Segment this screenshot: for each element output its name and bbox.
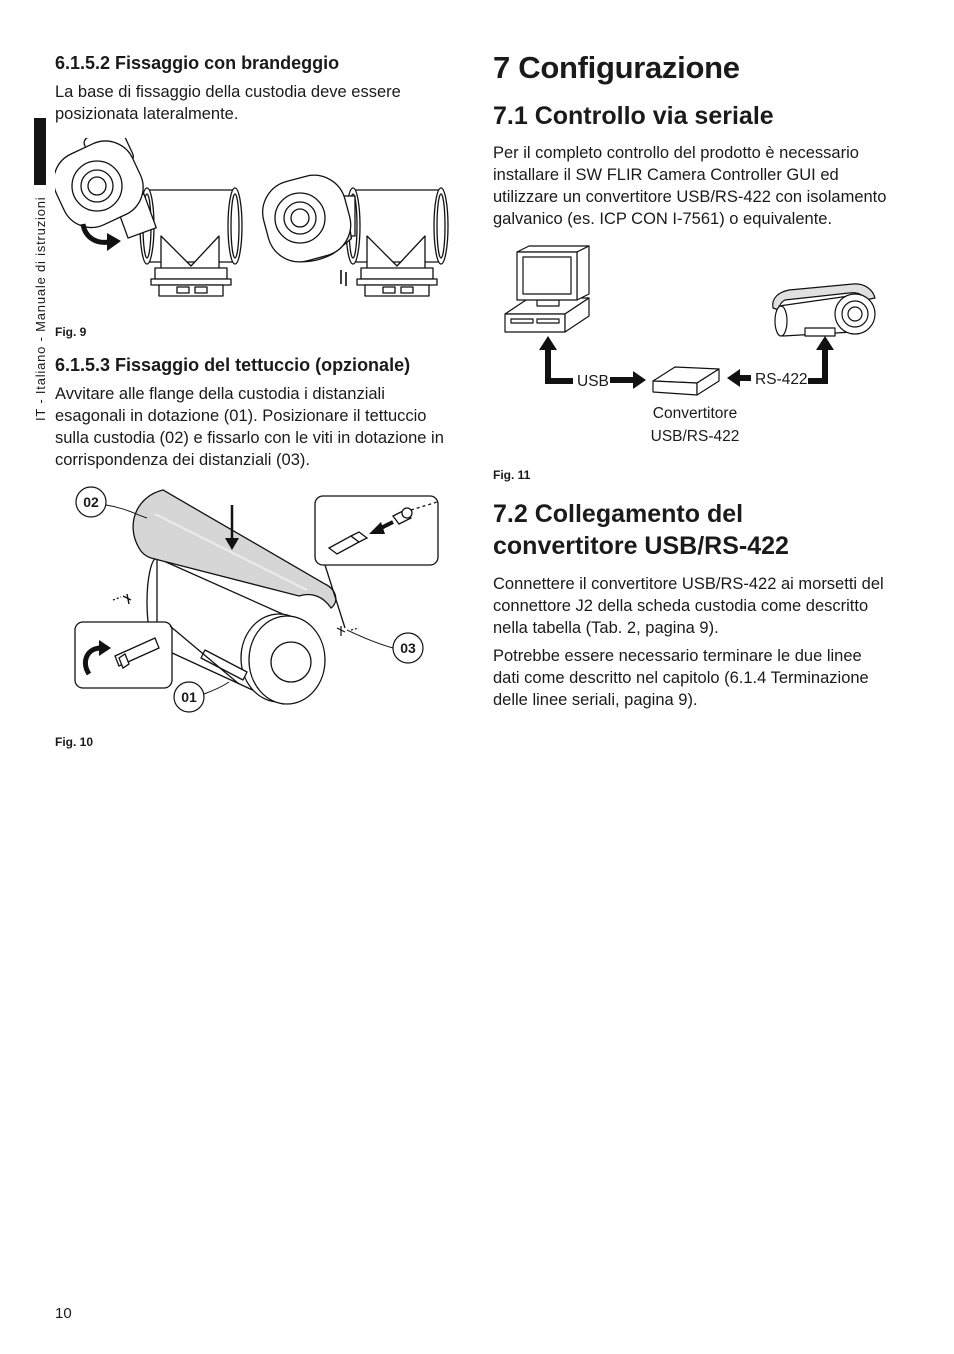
sidebar-language-label: IT - Italiano - Manuale di istruzioni	[33, 196, 48, 421]
text-line: galvanico (es. ICP CON I-7561) o equivalente.	[493, 210, 833, 228]
section-heading-6152: 6.1.5.2 Fissaggio con brandeggio	[55, 53, 340, 73]
section-text-71	[493, 142, 886, 230]
text-line: posizionata lateralmente.	[55, 105, 239, 123]
arrow-usb-right	[610, 371, 646, 389]
figure-caption-10: Fig. 10	[55, 735, 94, 749]
heading-line: 7.2 Collegamento del	[493, 500, 744, 528]
text-line: Potrebbe essere necessario terminare le due linee	[493, 647, 862, 665]
arrow-rs422-left	[727, 369, 751, 387]
sidebar-marker-bar	[34, 118, 46, 185]
section-heading-71: 7.1 Controllo via seriale	[493, 102, 774, 130]
computer-illustration	[505, 246, 589, 332]
figure-caption-11: Fig. 11	[493, 468, 531, 482]
section-text-72-paragraph-1	[493, 573, 884, 639]
text-line: La base di fissaggio della custodia deve essere	[55, 83, 401, 101]
camera-housing-illustration	[773, 284, 875, 336]
label-usb: USB	[577, 373, 609, 390]
text-line: Connettere il convertitore USB/RS-422 ai morsetti del	[493, 575, 884, 593]
converter-label-line-1: Convertitore	[652, 405, 738, 422]
fig-11-diagram	[493, 240, 900, 452]
page-number: 10	[55, 1305, 72, 1322]
arrow-usb-up	[539, 336, 573, 384]
text-line: dati come descritto nel capitolo (6.1.4 Terminazione	[493, 669, 869, 687]
figure-caption-9: Fig. 9	[55, 325, 87, 339]
fig-9-illustration	[55, 138, 455, 303]
chapter-title: 7 Configurazione	[493, 50, 740, 85]
text-line: connettore J2 della scheda custodia come descritto	[493, 597, 869, 615]
arrow-rs422-up	[808, 336, 834, 384]
label-rs422: RS-422	[755, 371, 808, 388]
pan-tilt-unit-right	[346, 188, 448, 296]
text-line: Per il completo controllo del prodotto è necessario	[493, 144, 859, 162]
pan-tilt-unit-left	[140, 188, 242, 296]
camera-housing-right	[255, 168, 358, 286]
text-line: esagonali in dotazione (01). Posizionare il tettuccio	[55, 407, 427, 425]
text-line: installare il SW FLIR Camera Controller GUI ed	[493, 166, 839, 184]
text-line: sulla custodia (02) e fissarlo con le viti in dotazione in	[55, 429, 444, 447]
callout-03	[347, 630, 423, 663]
detail-inset-spacer	[315, 496, 438, 628]
callout-02-label: 02	[83, 494, 99, 510]
text-line: delle linee seriali, pagina 9).	[493, 691, 698, 709]
usb-rs422-converter-illustration	[653, 367, 719, 395]
converter-label-line-2: USB/RS-422	[650, 428, 740, 445]
section-text-6153	[55, 383, 444, 471]
callout-01-label: 01	[181, 689, 197, 705]
section-text-72-paragraph-2	[493, 645, 869, 711]
camera-housing-left	[55, 138, 156, 238]
section-text-6152	[55, 81, 401, 125]
section-heading-72	[493, 498, 789, 562]
callout-01	[174, 682, 229, 712]
fig-10-illustration	[55, 478, 445, 720]
heading-line: convertitore USB/RS-422	[493, 532, 789, 560]
callout-03-label: 03	[400, 640, 416, 656]
text-line: Avvitare alle flange della custodia i distanziali	[55, 385, 385, 403]
text-line: nella tabella (Tab. 2, pagina 9).	[493, 619, 719, 637]
text-line: utilizzare un convertitore USB/RS-422 con isolamento	[493, 188, 887, 206]
text-line: corrispondenza dei distanziali (03).	[55, 451, 310, 469]
section-heading-6153: 6.1.5.3 Fissaggio del tettuccio (opzionale)	[55, 355, 411, 375]
